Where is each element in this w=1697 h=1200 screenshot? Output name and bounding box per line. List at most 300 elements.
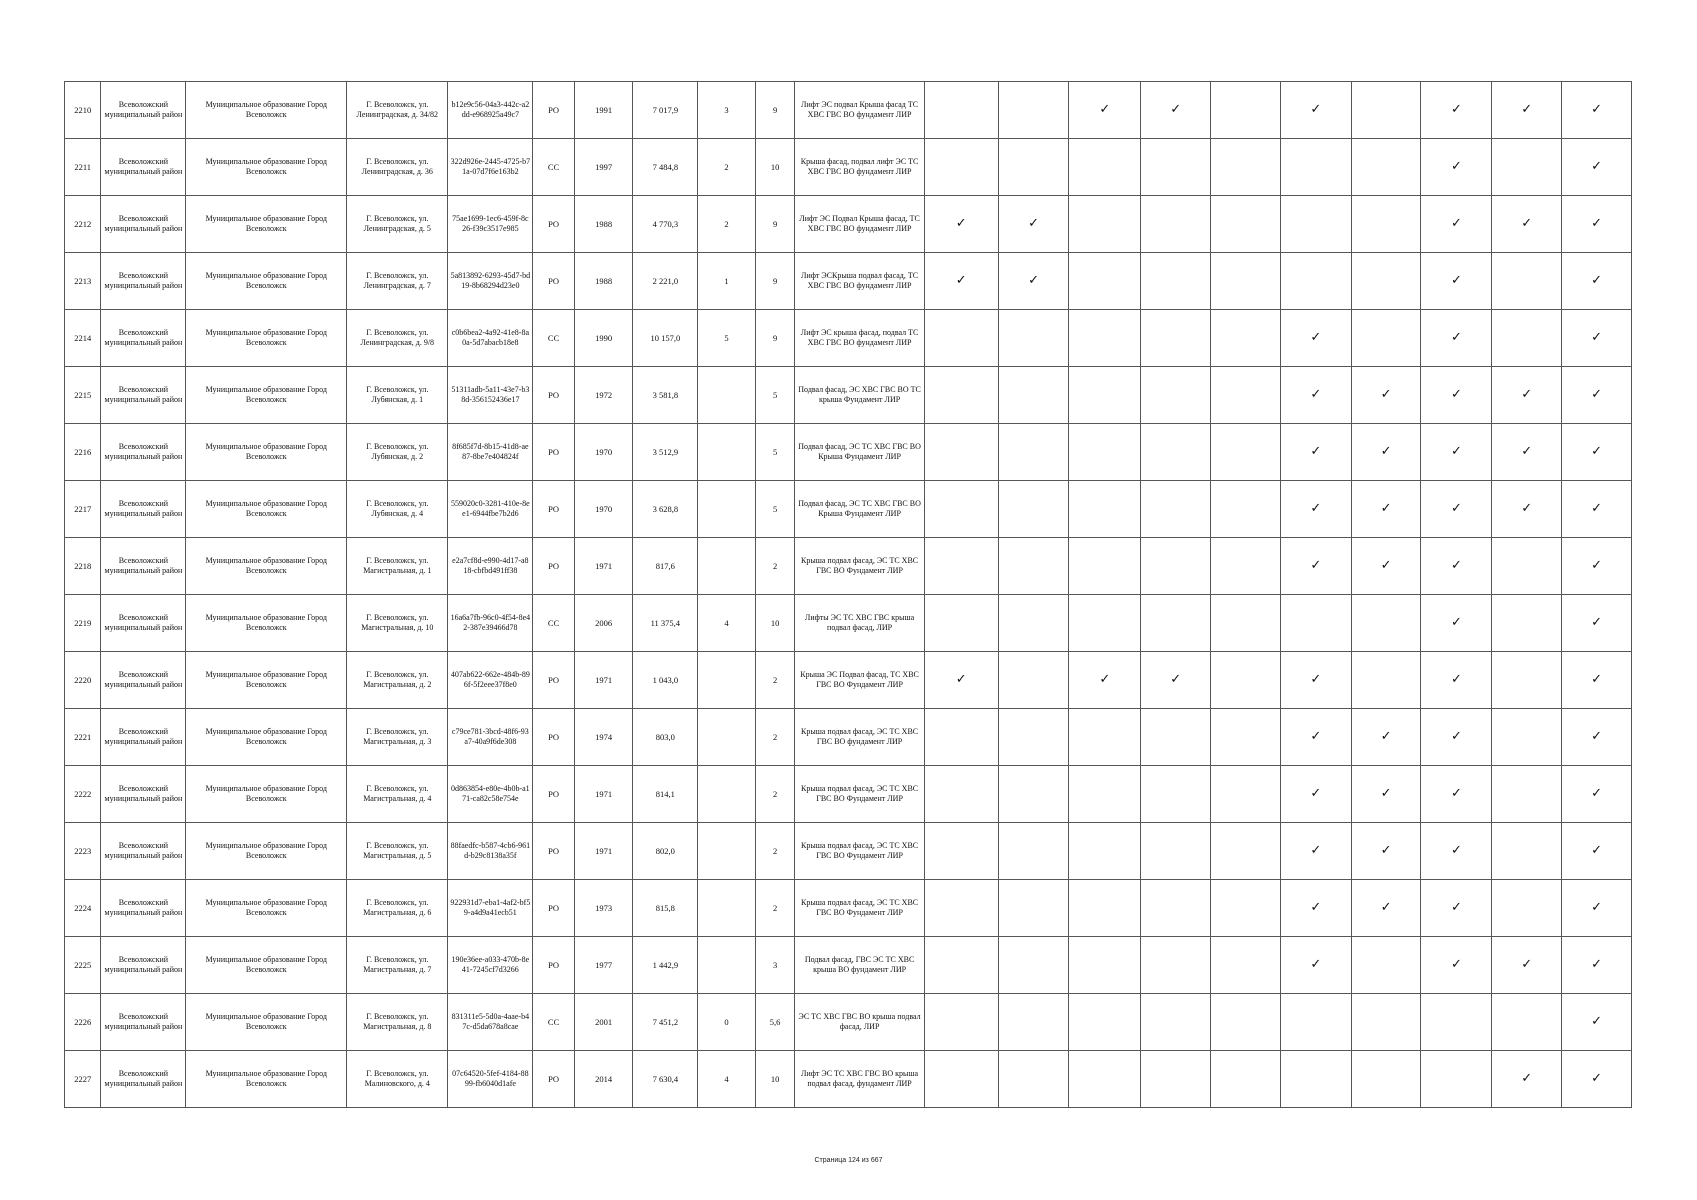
checkmark-icon: ✓ <box>1450 785 1462 801</box>
checkmark-icon: ✓ <box>1591 785 1602 801</box>
checkmark-icon: ✓ <box>1591 671 1602 687</box>
floor-count-cell: 2 <box>755 766 794 823</box>
municipality-cell: Муниципальное образование Город Всеволожск <box>186 424 347 481</box>
checkmark-icon: ✓ <box>1310 443 1322 459</box>
checkmark-icon: ✓ <box>1521 1070 1533 1086</box>
municipality-cell: Муниципальное образование Город Всеволожск <box>186 823 347 880</box>
checkmark-icon: ✓ <box>1591 500 1602 516</box>
checkmark-icon: ✓ <box>1521 386 1533 402</box>
work-type-cell-6 <box>1280 367 1351 424</box>
district-cell: Всеволожский муниципальный район <box>101 880 186 937</box>
district-cell: Всеволожский муниципальный район <box>101 424 186 481</box>
district-cell: Всеволожский муниципальный район <box>101 196 186 253</box>
work-type-cell-1 <box>924 310 998 367</box>
work-type-cell-1 <box>924 937 998 994</box>
checkmark-icon: ✓ <box>1310 842 1322 858</box>
lift-count-cell <box>698 937 756 994</box>
work-type-cell-6 <box>1280 652 1351 709</box>
checkmark-icon: ✓ <box>1450 557 1462 573</box>
lift-count-cell: 0 <box>698 994 756 1051</box>
area-cell: 1 442,9 <box>633 937 698 994</box>
checkmark-icon: ✓ <box>1591 614 1602 630</box>
checkmark-icon: ✓ <box>1310 785 1322 801</box>
row-number: 2210 <box>65 82 101 139</box>
area-cell: 2 221,0 <box>633 253 698 310</box>
floor-count-cell: 5 <box>755 367 794 424</box>
work-type-cell-7 <box>1351 823 1421 880</box>
address-cell: Г. Всеволожск, ул. Магистральная, д. 8 <box>347 994 448 1051</box>
checkmark-icon: ✓ <box>1028 272 1040 288</box>
work-type-cell-2 <box>998 595 1069 652</box>
work-type-cell-3 <box>1069 196 1141 253</box>
planned-works-cell: Крыша подвал фасад, ЭС ТС ХВС ГВС ВО Фундамент ЛИР <box>795 880 924 937</box>
work-type-cell-3 <box>1069 253 1141 310</box>
fund-type-cell: РО <box>533 253 574 310</box>
build-year-cell: 1988 <box>574 196 633 253</box>
floor-count-cell: 9 <box>755 196 794 253</box>
checkmark-icon: ✓ <box>1591 899 1602 915</box>
work-type-cell-10 <box>1562 196 1632 253</box>
work-type-cell-10 <box>1562 766 1632 823</box>
lift-count-cell <box>698 823 756 880</box>
work-type-cell-7 <box>1351 367 1421 424</box>
work-type-cell-5 <box>1211 424 1281 481</box>
checkmark-icon: ✓ <box>1380 500 1392 516</box>
municipality-cell: Муниципальное образование Город Всеволожск <box>186 994 347 1051</box>
lift-count-cell: 5 <box>698 310 756 367</box>
work-type-cell-2 <box>998 82 1069 139</box>
row-number: 2215 <box>65 367 101 424</box>
row-number: 2211 <box>65 139 101 196</box>
lift-count-cell <box>698 481 756 538</box>
address-cell: Г. Всеволожск, ул. Магистральная, д. 6 <box>347 880 448 937</box>
area-cell: 3 628,8 <box>633 481 698 538</box>
work-type-cell-4 <box>1141 823 1211 880</box>
row-number: 2220 <box>65 652 101 709</box>
table-row <box>65 1051 1632 1108</box>
checkmark-icon: ✓ <box>1028 215 1040 231</box>
row-number: 2224 <box>65 880 101 937</box>
work-type-cell-5 <box>1211 880 1281 937</box>
planned-works-cell: Подвал фасад, ЭС ХВС ГВС ВО ТС крыша Фундамент ЛИР <box>795 367 924 424</box>
fund-type-cell: РО <box>533 538 574 595</box>
work-type-cell-9 <box>1492 994 1562 1051</box>
build-year-cell: 1997 <box>574 139 633 196</box>
work-type-cell-2 <box>998 139 1069 196</box>
work-type-cell-10 <box>1562 310 1632 367</box>
work-type-cell-6 <box>1280 1051 1351 1108</box>
checkmark-icon: ✓ <box>1591 1013 1602 1029</box>
area-cell: 7 484,8 <box>633 139 698 196</box>
work-type-cell-8 <box>1421 880 1492 937</box>
municipality-cell: Муниципальное образование Город Всеволожск <box>186 595 347 652</box>
area-cell: 4 770,3 <box>633 196 698 253</box>
checkmark-icon: ✓ <box>1521 443 1533 459</box>
work-type-cell-10 <box>1562 709 1632 766</box>
work-type-cell-2 <box>998 424 1069 481</box>
work-type-cell-8 <box>1421 766 1492 823</box>
checkmark-icon: ✓ <box>1380 728 1392 744</box>
table-row <box>65 424 1632 481</box>
work-type-cell-6 <box>1280 709 1351 766</box>
work-type-cell-9 <box>1492 196 1562 253</box>
table-row <box>65 880 1632 937</box>
table-row <box>65 310 1632 367</box>
district-cell: Всеволожский муниципальный район <box>101 937 186 994</box>
work-type-cell-1 <box>924 1051 998 1108</box>
checkmark-icon: ✓ <box>955 671 967 687</box>
work-type-cell-9 <box>1492 652 1562 709</box>
work-type-cell-2 <box>998 253 1069 310</box>
work-type-cell-4 <box>1141 196 1211 253</box>
build-year-cell: 1971 <box>574 766 633 823</box>
table-row <box>65 937 1632 994</box>
municipality-cell: Муниципальное образование Город Всеволожск <box>186 310 347 367</box>
guid-cell: 322d926e-2445-4725-b71a-07d7f6e163b2 <box>448 139 533 196</box>
build-year-cell: 1990 <box>574 310 633 367</box>
planned-works-cell: Крыша подвал фасад, ЭС ТС ХВС ГВС ВО Фундамент ЛИР <box>795 538 924 595</box>
work-type-cell-3 <box>1069 139 1141 196</box>
district-cell: Всеволожский муниципальный район <box>101 994 186 1051</box>
work-type-cell-7 <box>1351 595 1421 652</box>
work-type-cell-8 <box>1421 538 1492 595</box>
planned-works-cell: Лифт ЭС ТС ХВС ГВС ВО крыша подвал фасад, фундамент ЛИР <box>795 1051 924 1108</box>
checkmark-icon: ✓ <box>1099 101 1111 117</box>
district-cell: Всеволожский муниципальный район <box>101 595 186 652</box>
work-type-cell-9 <box>1492 82 1562 139</box>
fund-type-cell: РО <box>533 766 574 823</box>
guid-cell: 559020c0-3281-410e-8ee1-6944fbe7b2d6 <box>448 481 533 538</box>
area-cell: 3 581,8 <box>633 367 698 424</box>
municipality-cell: Муниципальное образование Город Всеволожск <box>186 709 347 766</box>
work-type-cell-3 <box>1069 994 1141 1051</box>
work-type-cell-6 <box>1280 196 1351 253</box>
checkmark-icon: ✓ <box>1380 386 1392 402</box>
address-cell: Г. Всеволожск, ул. Магистральная, д. 3 <box>347 709 448 766</box>
municipality-cell: Муниципальное образование Город Всеволожск <box>186 82 347 139</box>
work-type-cell-4 <box>1141 766 1211 823</box>
municipality-cell: Муниципальное образование Город Всеволожск <box>186 367 347 424</box>
table-row <box>65 994 1632 1051</box>
lift-count-cell: 2 <box>698 196 756 253</box>
work-type-cell-5 <box>1211 310 1281 367</box>
fund-type-cell: СС <box>533 139 574 196</box>
work-type-cell-9 <box>1492 481 1562 538</box>
floor-count-cell: 2 <box>755 823 794 880</box>
municipality-cell: Муниципальное образование Город Всеволожск <box>186 253 347 310</box>
work-type-cell-7 <box>1351 253 1421 310</box>
work-type-cell-2 <box>998 538 1069 595</box>
work-type-cell-9 <box>1492 367 1562 424</box>
work-type-cell-1 <box>924 367 998 424</box>
address-cell: Г. Всеволожск, ул. Ленинградская, д. 36 <box>347 139 448 196</box>
work-type-cell-4 <box>1141 937 1211 994</box>
fund-type-cell: РО <box>533 1051 574 1108</box>
work-type-cell-7 <box>1351 652 1421 709</box>
work-type-cell-3 <box>1069 538 1141 595</box>
work-type-cell-4 <box>1141 253 1211 310</box>
row-number: 2213 <box>65 253 101 310</box>
work-type-cell-8 <box>1421 481 1492 538</box>
guid-cell: 88faedfc-b587-4cb6-961d-b29c8138a35f <box>448 823 533 880</box>
guid-cell: 16a6a7fb-96c0-4f54-8e42-387e39466d78 <box>448 595 533 652</box>
work-type-cell-5 <box>1211 937 1281 994</box>
floor-count-cell: 3 <box>755 937 794 994</box>
address-cell: Г. Всеволожск, ул. Лубянская, д. 4 <box>347 481 448 538</box>
work-type-cell-6 <box>1280 139 1351 196</box>
work-type-cell-8 <box>1421 937 1492 994</box>
area-cell: 10 157,0 <box>633 310 698 367</box>
lift-count-cell: 4 <box>698 1051 756 1108</box>
work-type-cell-2 <box>998 937 1069 994</box>
floor-count-cell: 2 <box>755 652 794 709</box>
floor-count-cell: 9 <box>755 82 794 139</box>
work-type-cell-10 <box>1562 253 1632 310</box>
floor-count-cell: 10 <box>755 139 794 196</box>
table-row <box>65 709 1632 766</box>
district-cell: Всеволожский муниципальный район <box>101 367 186 424</box>
checkmark-icon: ✓ <box>1380 899 1392 915</box>
checkmark-icon: ✓ <box>1450 386 1462 402</box>
build-year-cell: 1977 <box>574 937 633 994</box>
district-cell: Всеволожский муниципальный район <box>101 139 186 196</box>
municipality-cell: Муниципальное образование Город Всеволожск <box>186 937 347 994</box>
work-type-cell-4 <box>1141 538 1211 595</box>
row-number: 2221 <box>65 709 101 766</box>
build-year-cell: 1988 <box>574 253 633 310</box>
work-type-cell-1 <box>924 481 998 538</box>
work-type-cell-3 <box>1069 367 1141 424</box>
work-type-cell-2 <box>998 880 1069 937</box>
checkmark-icon: ✓ <box>1310 101 1322 117</box>
area-cell: 802,0 <box>633 823 698 880</box>
row-number: 2216 <box>65 424 101 481</box>
area-cell: 3 512,9 <box>633 424 698 481</box>
work-type-cell-9 <box>1492 766 1562 823</box>
lift-count-cell <box>698 880 756 937</box>
work-type-cell-1 <box>924 823 998 880</box>
district-cell: Всеволожский муниципальный район <box>101 253 186 310</box>
lift-count-cell: 3 <box>698 82 756 139</box>
address-cell: Г. Всеволожск, ул. Магистральная, д. 10 <box>347 595 448 652</box>
planned-works-cell: ЭС ТС ХВС ГВС ВО крыша подвал фасад, ЛИР <box>795 994 924 1051</box>
checkmark-icon: ✓ <box>1591 728 1602 744</box>
work-type-cell-4 <box>1141 310 1211 367</box>
work-type-cell-5 <box>1211 766 1281 823</box>
area-cell: 7 451,2 <box>633 994 698 1051</box>
work-type-cell-4 <box>1141 82 1211 139</box>
district-cell: Всеволожский муниципальный район <box>101 766 186 823</box>
build-year-cell: 1972 <box>574 367 633 424</box>
checkmark-icon: ✓ <box>1380 443 1392 459</box>
work-type-cell-8 <box>1421 82 1492 139</box>
checkmark-icon: ✓ <box>955 215 967 231</box>
checkmark-icon: ✓ <box>1450 500 1462 516</box>
work-type-cell-2 <box>998 994 1069 1051</box>
work-type-cell-1 <box>924 424 998 481</box>
planned-works-cell: Подвал фасад, ЭС ТС ХВС ГВС ВО Крыша Фундамент ЛИР <box>795 424 924 481</box>
area-cell: 11 375,4 <box>633 595 698 652</box>
checkmark-icon: ✓ <box>1310 671 1322 687</box>
planned-works-cell: Крыша подвал фасад, ЭС ТС ХВС ГВС ВО фундамент ЛИР <box>795 709 924 766</box>
address-cell: Г. Всеволожск, ул. Лубянская, д. 1 <box>347 367 448 424</box>
row-number: 2212 <box>65 196 101 253</box>
fund-type-cell: СС <box>533 310 574 367</box>
build-year-cell: 1970 <box>574 424 633 481</box>
work-type-cell-7 <box>1351 310 1421 367</box>
work-type-cell-1 <box>924 82 998 139</box>
fund-type-cell: РО <box>533 652 574 709</box>
work-type-cell-10 <box>1562 424 1632 481</box>
checkmark-icon: ✓ <box>1310 557 1322 573</box>
planned-works-cell: Лифт ЭС Подвал Крыша фасад, ТС ХВС ГВС ВО фундамент ЛИР <box>795 196 924 253</box>
work-type-cell-8 <box>1421 253 1492 310</box>
guid-cell: 831311e5-5d0a-4aae-b47c-d5da678a8cae <box>448 994 533 1051</box>
work-type-cell-3 <box>1069 481 1141 538</box>
work-type-cell-7 <box>1351 538 1421 595</box>
district-cell: Всеволожский муниципальный район <box>101 310 186 367</box>
build-year-cell: 1991 <box>574 82 633 139</box>
municipality-cell: Муниципальное образование Город Всеволожск <box>186 880 347 937</box>
work-type-cell-3 <box>1069 82 1141 139</box>
guid-cell: 75ae1699-1ec6-459f-8c26-f39c3517e985 <box>448 196 533 253</box>
address-cell: Г. Всеволожск, ул. Магистральная, д. 5 <box>347 823 448 880</box>
guid-cell: 407ab622-662e-484b-896f-5f2eee37f8e0 <box>448 652 533 709</box>
build-year-cell: 1973 <box>574 880 633 937</box>
table-row <box>65 538 1632 595</box>
area-cell: 7 630,4 <box>633 1051 698 1108</box>
checkmark-icon: ✓ <box>1521 215 1533 231</box>
work-type-cell-2 <box>998 310 1069 367</box>
work-type-cell-5 <box>1211 823 1281 880</box>
area-cell: 1 043,0 <box>633 652 698 709</box>
row-number: 2223 <box>65 823 101 880</box>
work-type-cell-5 <box>1211 1051 1281 1108</box>
work-type-cell-5 <box>1211 652 1281 709</box>
work-type-cell-7 <box>1351 994 1421 1051</box>
district-cell: Всеволожский муниципальный район <box>101 709 186 766</box>
work-type-cell-10 <box>1562 1051 1632 1108</box>
row-number: 2217 <box>65 481 101 538</box>
work-type-cell-10 <box>1562 538 1632 595</box>
work-type-cell-6 <box>1280 82 1351 139</box>
work-type-cell-2 <box>998 652 1069 709</box>
page-footer: Страница 124 из 667 <box>814 1157 883 1164</box>
area-cell: 7 017,9 <box>633 82 698 139</box>
planned-works-cell: Крыша подвал фасад, ЭС ТС ХВС ГВС ВО Фундамент ЛИР <box>795 823 924 880</box>
checkmark-icon: ✓ <box>1450 329 1462 345</box>
planned-works-cell: Лифт ЭС подвал Крыша фасад ТС ХВС ГВС ВО фундамент ЛИР <box>795 82 924 139</box>
fund-type-cell: РО <box>533 709 574 766</box>
work-type-cell-7 <box>1351 766 1421 823</box>
checkmark-icon: ✓ <box>1521 101 1533 117</box>
checkmark-icon: ✓ <box>1380 842 1392 858</box>
checkmark-icon: ✓ <box>1450 101 1462 117</box>
build-year-cell: 2014 <box>574 1051 633 1108</box>
work-type-cell-5 <box>1211 82 1281 139</box>
work-type-cell-1 <box>924 196 998 253</box>
address-cell: Г. Всеволожск, ул. Ленинградская, д. 34/82 <box>347 82 448 139</box>
municipality-cell: Муниципальное образование Город Всеволожск <box>186 196 347 253</box>
work-type-cell-6 <box>1280 424 1351 481</box>
municipality-cell: Муниципальное образование Город Всеволожск <box>186 538 347 595</box>
floor-count-cell: 2 <box>755 538 794 595</box>
work-type-cell-5 <box>1211 994 1281 1051</box>
district-cell: Всеволожский муниципальный район <box>101 1051 186 1108</box>
row-number: 2222 <box>65 766 101 823</box>
work-type-cell-7 <box>1351 196 1421 253</box>
work-type-cell-6 <box>1280 595 1351 652</box>
planned-works-cell: Лифты ЭС ТС ХВС ГВС крыша подвал фасад, ЛИР <box>795 595 924 652</box>
checkmark-icon: ✓ <box>1310 956 1322 972</box>
fund-type-cell: РО <box>533 367 574 424</box>
checkmark-icon: ✓ <box>1591 443 1602 459</box>
checkmark-icon: ✓ <box>1521 956 1533 972</box>
planned-works-cell: Лифт ЭС крыша фасад, подвал ТС ХВС ГВС ВО фундамент ЛИР <box>795 310 924 367</box>
checkmark-icon: ✓ <box>1591 272 1602 288</box>
work-type-cell-7 <box>1351 424 1421 481</box>
work-type-cell-4 <box>1141 139 1211 196</box>
checkmark-icon: ✓ <box>1450 158 1462 174</box>
work-type-cell-4 <box>1141 880 1211 937</box>
table-row <box>65 481 1632 538</box>
work-type-cell-2 <box>998 709 1069 766</box>
lift-count-cell: 1 <box>698 253 756 310</box>
work-type-cell-8 <box>1421 139 1492 196</box>
work-type-cell-10 <box>1562 595 1632 652</box>
build-year-cell: 2006 <box>574 595 633 652</box>
checkmark-icon: ✓ <box>1450 956 1462 972</box>
work-type-cell-6 <box>1280 880 1351 937</box>
work-type-cell-6 <box>1280 310 1351 367</box>
work-type-cell-5 <box>1211 196 1281 253</box>
fund-type-cell: СС <box>533 595 574 652</box>
checkmark-icon: ✓ <box>1450 443 1462 459</box>
work-type-cell-2 <box>998 1051 1069 1108</box>
address-cell: Г. Всеволожск, ул. Ленинградская, д. 9/8 <box>347 310 448 367</box>
work-type-cell-4 <box>1141 1051 1211 1108</box>
work-type-cell-3 <box>1069 709 1141 766</box>
planned-works-cell: Лифт ЭСКрыша подвал фасад, ТС ХВС ГВС ВО фундамент ЛИР <box>795 253 924 310</box>
floor-count-cell: 2 <box>755 880 794 937</box>
checkmark-icon: ✓ <box>1450 272 1462 288</box>
work-type-cell-4 <box>1141 994 1211 1051</box>
guid-cell: c79ce781-3bcd-48f6-93a7-40a9f6de308 <box>448 709 533 766</box>
district-cell: Всеволожский муниципальный район <box>101 652 186 709</box>
work-type-cell-2 <box>998 766 1069 823</box>
checkmark-icon: ✓ <box>1450 728 1462 744</box>
address-cell: Г. Всеволожск, ул. Магистральная, д. 2 <box>347 652 448 709</box>
work-type-cell-2 <box>998 196 1069 253</box>
table-row <box>65 823 1632 880</box>
area-cell: 803,0 <box>633 709 698 766</box>
fund-type-cell: СС <box>533 994 574 1051</box>
checkmark-icon: ✓ <box>1450 215 1462 231</box>
work-type-cell-10 <box>1562 481 1632 538</box>
work-type-cell-5 <box>1211 538 1281 595</box>
work-type-cell-5 <box>1211 367 1281 424</box>
work-type-cell-5 <box>1211 595 1281 652</box>
work-type-cell-10 <box>1562 367 1632 424</box>
work-type-cell-1 <box>924 994 998 1051</box>
build-year-cell: 1974 <box>574 709 633 766</box>
area-cell: 815,8 <box>633 880 698 937</box>
build-year-cell: 1971 <box>574 538 633 595</box>
work-type-cell-4 <box>1141 481 1211 538</box>
municipality-cell: Муниципальное образование Город Всеволожск <box>186 481 347 538</box>
work-type-cell-3 <box>1069 652 1141 709</box>
work-type-cell-1 <box>924 880 998 937</box>
